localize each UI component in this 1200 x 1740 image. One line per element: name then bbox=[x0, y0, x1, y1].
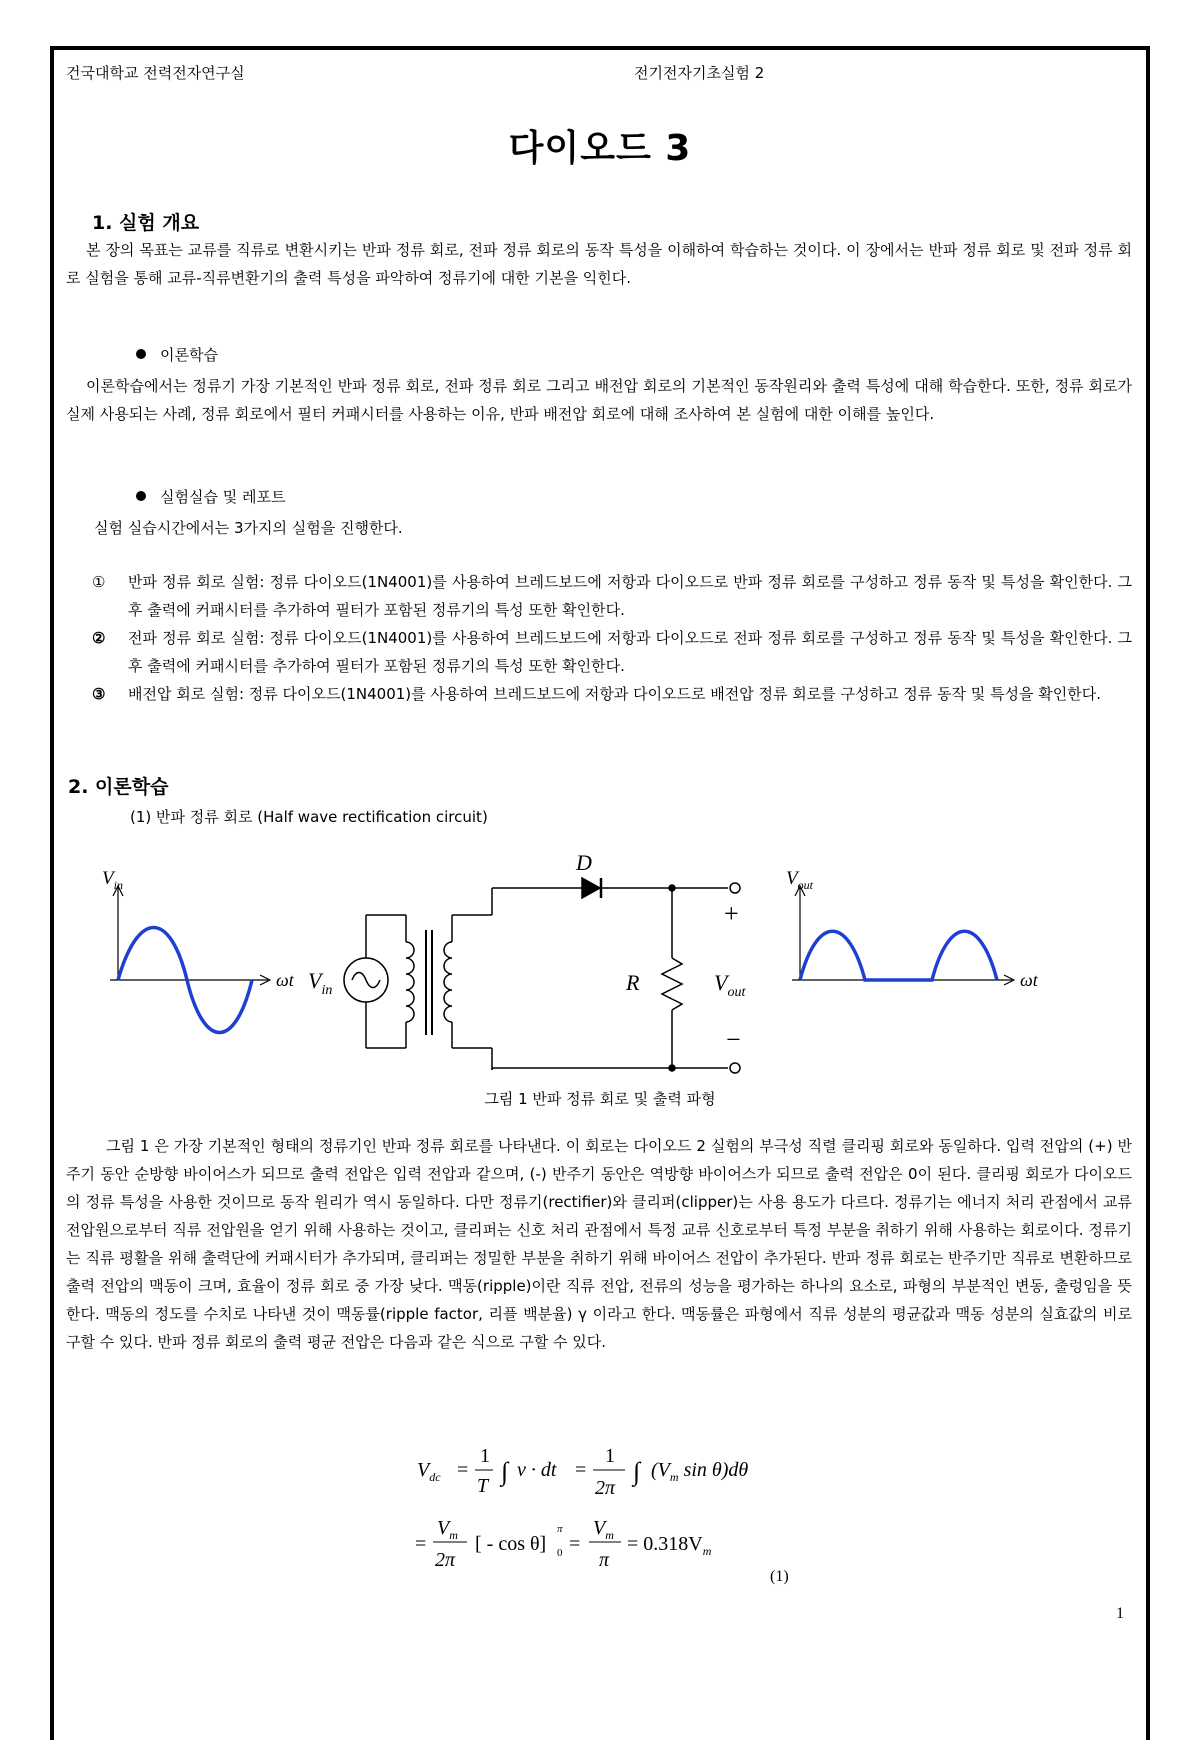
vout-axis-label: $V_{out}$ bbox=[786, 868, 813, 892]
item-text: 전파 정류 회로 실험: 정류 다이오드(1N4001)를 사용하여 브레드보드에 저항과 다이오드로 전파 정류 회로를 구성하고 정류 동작 및 특성을 확인한다. 그 후 출력에 커패시터를 추가하여 필터가 포함된 정류기의 특성 또한 확인한다. bbox=[128, 629, 1132, 675]
svg-text:=: = bbox=[457, 1459, 469, 1481]
item-number: ② bbox=[92, 629, 106, 647]
bullet-dot-icon bbox=[136, 349, 146, 359]
section2-heading: 2. 이론학습 bbox=[68, 776, 169, 798]
svg-text:1: 1 bbox=[605, 1445, 615, 1467]
subsection-title: (1) 반파 정류 회로 (Half wave rectification circuit) bbox=[130, 808, 488, 826]
svg-text:(Vm sin θ)dθ: ($V_m$ sin θ)dθ bbox=[651, 1459, 749, 1484]
resistor-icon bbox=[662, 958, 682, 1010]
page-title: 다이오드 3 bbox=[508, 128, 692, 169]
header-left: 건국대학교 전력전자연구실 bbox=[66, 64, 245, 82]
svg-text:= 0.318Vm: = $0.318V_m$ bbox=[627, 1533, 712, 1558]
svg-text:π: π bbox=[599, 1549, 610, 1571]
item-text: 반파 정류 회로 실험: 정류 다이오드(1N4001)를 사용하여 브레드보드에 저항과 다이오드로 반파 정류 회로를 구성하고 정류 동작 및 특성을 확인한다. 그 후 출력에 커패시터를 추가하여 필터가 포함된 정류기의 특성 또한 확인한다. bbox=[128, 573, 1132, 619]
secondary-coil-icon bbox=[444, 942, 452, 1022]
vout-label: $V_{out}$ bbox=[714, 970, 746, 1000]
svg-text:π: π bbox=[557, 1523, 563, 1535]
figure-caption: 그림 1 반파 정류 회로 및 출력 파형 bbox=[484, 1090, 716, 1108]
lab-text: 실험 실습시간에서는 3가지의 실험을 진행한다. bbox=[94, 519, 403, 537]
input-waveform-plot bbox=[102, 868, 295, 1033]
source-label: $V_{in}$ bbox=[308, 968, 333, 998]
output-terminal-minus bbox=[730, 1063, 740, 1073]
circuit-schematic bbox=[344, 878, 740, 1073]
svg-text:1: 1 bbox=[480, 1445, 490, 1467]
list-item bbox=[92, 624, 1132, 680]
section2-body: 그림 1 은 가장 기본적인 형태의 정류기인 반파 정류 회로를 나타낸다. 이 회로는 다이오드 2 실험의 부극성 직렬 클리핑 회로와 동일하다. 입력 전압의 (+) 반주기 동안 순방향 바이어스가 되므로 출력 전압은 입력 전압과 같으며, (-) 반주기 동안은 역방향 바이어스가 되므로 출력 전압은 0이 된다. 클리핑 회로가 다이오드의 정류 특성을 사용한 것이므로 동작 원리가 역시 동일하다. 다만 정류기(rectifier)와 클리퍼(clipper)는 사용 용도가 다르다. 정류기는 에너지 처리 관점에서 교류 전압원으로부터 직류 전압원을 얻기 위해 사용하는 것이고, 클리퍼는 신호 처리 관점에서 특정 교류 신호로부터 특정 부분을 취하기 위해 사용하는 회로이다. 정류기는 직류 평활을 위해 출력단에 커패시터가 추가되며, 클리퍼는 정밀한 부분을 취하기 위해 바이어스 전압이 추가된다. 반파 정류 회로는 반주기만 직류로 변환하므로 출력 전압의 맥동이 크며, 효율이 정류 회로 중 가장 낮다. 맥동(ripple)이란 직류 전압, 전류의 성능을 평가하는 하나의 요소로, 파형의 부분적인 변동, 출렁임을 뜻한다. 맥동의 정도를 수치로 나타낸 것이 맥동률(ripple factor, 리플 백분율) γ 이라고 한다. 맥동률은 파형에서 직류 성분의 평균값과 맥동 성분의 실효값의 비로 구할 수 있다. 반파 정류 회로의 출력 평균 전압은 다음과 같은 식으로 구할 수 있다. bbox=[66, 1137, 1132, 1351]
lab-bullet-label: 실험실습 및 레포트 bbox=[160, 488, 286, 506]
output-terminal-plus bbox=[730, 883, 740, 893]
svg-text:2π: 2π bbox=[595, 1477, 616, 1499]
list-item bbox=[92, 568, 1132, 624]
item-number: ① bbox=[92, 573, 106, 591]
equation-number: (1) bbox=[770, 1568, 789, 1585]
page-number: 1 bbox=[1116, 1605, 1124, 1622]
svg-text:=: = bbox=[415, 1533, 427, 1555]
vin-axis-label: $V_{in}$ bbox=[102, 868, 123, 892]
svg-text:∫: ∫ bbox=[633, 1457, 641, 1486]
theory-bullet-label: 이론학습 bbox=[160, 346, 218, 364]
half-wave-rectifier-figure bbox=[80, 850, 1140, 1070]
svg-text:T: T bbox=[477, 1475, 489, 1497]
svg-text:Vm: $V_m$ bbox=[437, 1517, 458, 1542]
svg-text:=: = bbox=[575, 1459, 587, 1481]
item-number: ③ bbox=[92, 685, 106, 703]
item-text: 배전압 회로 실험: 정류 다이오드(1N4001)를 사용하여 브레드보드에 저항과 다이오드로 배전압 정류 회로를 구성하고 정류 동작 및 특성을 확인한다. bbox=[128, 685, 1101, 703]
svg-text:v · dt: v · dt bbox=[517, 1459, 557, 1481]
svg-text:=: = bbox=[569, 1533, 581, 1555]
list-item bbox=[92, 680, 1132, 708]
svg-text:∫: ∫ bbox=[501, 1457, 509, 1486]
minus-label: − bbox=[726, 1025, 741, 1054]
theory-bullet bbox=[136, 344, 218, 365]
wt-label: ωt bbox=[276, 970, 294, 990]
diode-label: D bbox=[576, 850, 592, 875]
plus-label: + bbox=[724, 899, 739, 928]
section1-heading: 1. 실험 개요 bbox=[92, 212, 200, 234]
resistor-label: R bbox=[626, 970, 640, 995]
svg-text:[ - cos θ]: [ - cos θ] bbox=[475, 1533, 547, 1555]
section1-intro: 본 장의 목표는 교류를 직류로 변환시키는 반파 정류 회로, 전파 정류 회로의 동작 특성을 이해하여 학습하는 것이다. 이 장에서는 반파 정류 회로 및 전파 정류 회로 실험을 통해 교류-직류변환기의 출력 특성을 파악하여 정류기에 대한 기본을 익힌다. bbox=[66, 241, 1132, 287]
primary-coil-icon bbox=[406, 942, 414, 1022]
lab-bullet bbox=[136, 486, 285, 507]
equation-1 bbox=[415, 1440, 795, 1590]
svg-text:0: 0 bbox=[557, 1547, 563, 1559]
svg-text:Vdc: $V_{dc}$ bbox=[417, 1459, 441, 1484]
header-right: 전기전자기초실험 2 bbox=[634, 64, 765, 82]
svg-text:2π: 2π bbox=[435, 1549, 456, 1571]
wt-label: ωt bbox=[1020, 970, 1038, 990]
bullet-dot-icon bbox=[136, 491, 146, 501]
output-waveform-plot bbox=[786, 868, 1039, 990]
diode-icon bbox=[582, 878, 600, 898]
theory-text: 이론학습에서는 정류기 가장 기본적인 반파 정류 회로, 전파 정류 회로 그리고 배전압 회로의 기본적인 동작원리와 출력 특성에 대해 학습한다. 또한, 정류 회로가 실제 사용되는 사례, 정류 회로에서 필터 커패시터를 사용하는 이유, 반파 배전압 회로에 대해 조사하여 본 실험에 대한 이해를 높인다. bbox=[66, 377, 1132, 423]
svg-text:Vm: $V_m$ bbox=[593, 1517, 614, 1542]
